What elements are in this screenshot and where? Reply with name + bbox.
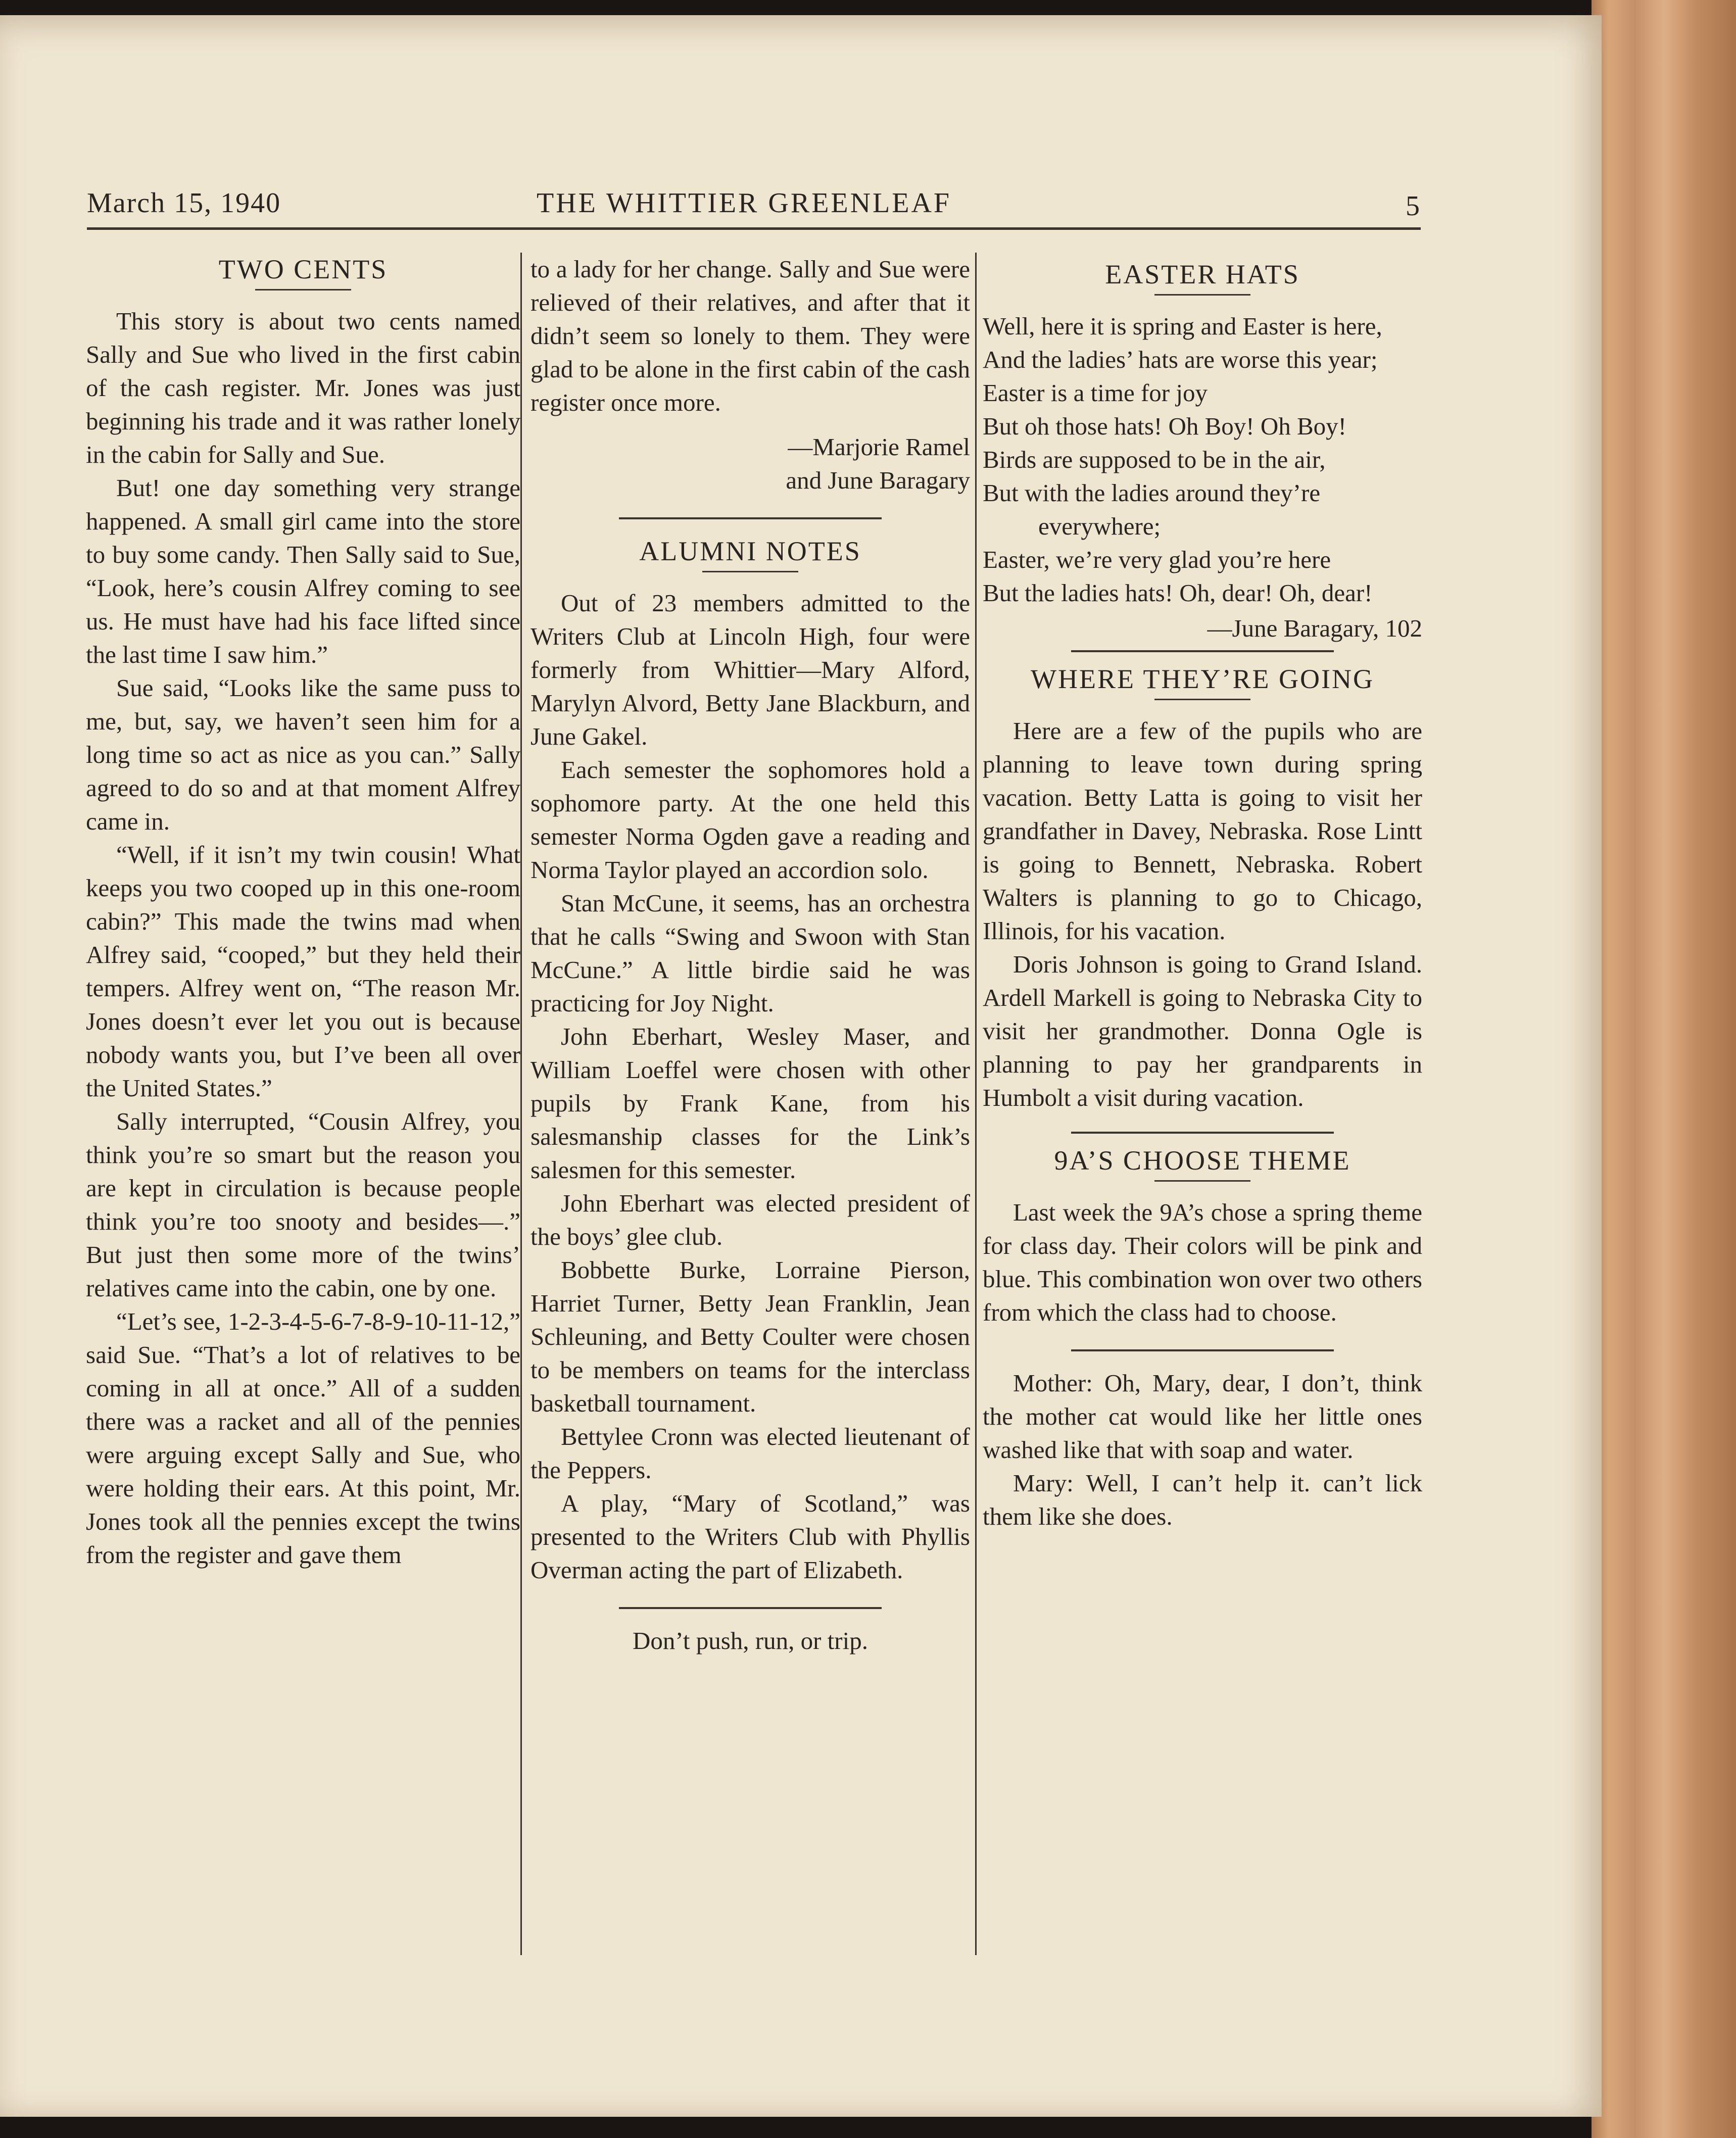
title-rule [1154,294,1250,296]
title-rule [255,289,351,290]
article-paragraph: Here are a few of the pupils who are planning to leave town during spring vacation. Betty Latta is going to visit her grandfather in Davey, Nebraska. Rose Lintt is going to Bennett, Nebraska. Robert Walters is planning to go to Chicago, Illinois, for his vacation. [983,717,1422,945]
column-3 [983,253,1422,1533]
column-divider [975,253,977,1955]
article-byline: and June Baragary [786,466,970,494]
article-paragraph: “Well, if it isn’t my twin cousin! What keeps you two cooped up in this one-room cabin?” This made the twins mad when Alfrey said, “cooped,” but they held their tempers. Alfrey went on, “The reason Mr. Jones doesn’t ever let you out is because nobody wants you, but I’ve been all over the United States.” [86,841,520,1102]
article-paragraph: Sally interrupted, “Cousin Alfrey, you think you’re so smart but the reason you are kept in circulation is because people think you’re too snooty and besides—.” But just then some more of the twins’ relatives came into the cabin, one by one. [86,1107,520,1302]
article-title: WHERE THEY’RE GOING [1031,664,1374,694]
article-paragraph: Last week the 9A’s chose a spring theme for class day. Their colors will be pink and blue. This combination won over two others from which the class had to choose. [983,1198,1422,1326]
poem-line: Easter, we’re very glad you’re here [983,546,1331,573]
poem-line: But the ladies hats! Oh, dear! Oh, dear! [983,579,1373,607]
article-paragraph: Doris Johnson is going to Grand Island. Ardell Markell is going to Nebraska City to visit her grandmother. Donna Ogle is planning to pay her grandparents in Humbolt a visit during vacation. [983,950,1422,1111]
filler-line: Don’t push, run, or trip. [633,1627,868,1655]
poem-line: Easter is a time for joy [983,379,1208,407]
column-1 [86,253,520,1572]
article-title: TWO CENTS [218,254,388,284]
article-paragraph: A play, “Mary of Scotland,” was presented to the Writers Club with Phyllis Overman acting the part of Elizabeth. [531,1489,970,1584]
column-divider [520,253,522,1955]
section-divider [619,1607,882,1609]
article-title: ALUMNI NOTES [639,536,861,566]
book-page-edges [1592,0,1736,2138]
page-number: 5 [1406,190,1421,222]
page-header [87,177,1421,230]
article-paragraph: Each semester the sophomores hold a sophomore party. At the one held this semester Norma Ogden gave a reading and Norma Taylor played an accordion solo. [531,756,970,884]
article-paragraph: “Let’s see, 1-2-3-4-5-6-7-8-9-10-11-12,” said Sue. “That’s a lot of relatives to be coming in all at once.” All of a sudden there was a racket and all of the pennies were arguing except Sally and Sue, who were holding their ears. At this point, Mr. Jones took all the pennies except the twins from the register and gave them [86,1307,520,1569]
newspaper-page [0,15,1602,2117]
poem-line: Birds are supposed to be in the air, [983,446,1326,473]
article-paragraph: John Eberhart, Wesley Maser, and William Loeffel were chosen with other pupils by Frank Kane, from his salesmanship classes for the Link’s salesmen for this semester. [531,1023,970,1184]
poem-line: And the ladies’ hats are worse this year; [983,346,1378,373]
section-divider [1071,1132,1334,1134]
section-divider [1071,650,1334,652]
column-2 [531,253,970,1658]
article-paragraph: But! one day something very strange happened. A small girl came into the store to buy some candy. Then Sally said to Sue, “Look, here’s cousin Alfrey coming to see us. He must have had his face lifted since the last time I saw him.” [86,474,520,668]
article-paragraph: Out of 23 members admitted to the Writers Club at Lincoln High, four were formerly from Whittier—Mary Alford, Marylyn Alvord, Betty Jane Blackburn, and June Gakel. [531,589,970,750]
article-paragraph: Sue said, “Looks like the same puss to me, but, say, we haven’t seen him for a long time so act as nice as you can.” Sally agreed to do so and at that moment Alfrey came in. [86,674,520,835]
poem [983,310,1422,610]
poem-title: EASTER HATS [1105,259,1300,289]
article-paragraph: Bobbette Burke, Lorraine Pierson, Harriet Turner, Betty Jean Franklin, Jean Schleuning, and Betty Coulter were chosen to be members on teams for the interclass basketball tournament. [531,1256,970,1417]
article-paragraph: Stan McCune, it seems, has an orchestra that he calls “Swing and Swoon with Stan McCune.” A little birdie said he was practicing for Joy Night. [531,889,970,1017]
top-dark-band [0,0,1736,15]
article-paragraph: This story is about two cents named Sally and Sue who lived in the first cabin of the cash register. Mr. Jones was just beginning his trade and it was rather lonely in the cabin for Sally and Sue. [86,307,520,468]
section-divider [619,517,882,519]
masthead: THE WHITTIER GREENLEAF [537,187,952,219]
issue-date: March 15, 1940 [87,187,281,219]
poem-line: Well, here it is spring and Easter is here, [983,312,1382,340]
title-rule [1154,1180,1250,1182]
article-paragraph: John Eberhart was elected president of the boys’ glee club. [531,1189,970,1250]
article-continuation: to a lady for her change. Sally and Sue were relieved of their relatives, and after that it didn’t seem so lonely to them. They were glad to be alone in the first cabin of the cash register once more. [531,255,970,416]
joke-line: Mother: Oh, Mary, dear, I don’t, think the mother cat would like her little ones washed like that with soap and water. [983,1369,1422,1464]
title-rule [1154,699,1250,700]
title-rule [702,571,798,572]
poem-line: But oh those hats! Oh Boy! Oh Boy! [983,412,1346,440]
article-byline: —Marjorie Ramel [788,433,970,461]
section-divider [1071,1349,1334,1351]
article-paragraph: Bettylee Cronn was elected lieutenant of the Peppers. [531,1423,970,1484]
joke-line: Mary: Well, I can’t help it. can’t lick them like she does. [983,1469,1422,1530]
poem-line: But with the ladies around they’re everywhere; [983,479,1321,540]
article-title: 9A’S CHOOSE THEME [1054,1145,1351,1176]
poem-byline: —June Baragary, 102 [1207,614,1422,642]
